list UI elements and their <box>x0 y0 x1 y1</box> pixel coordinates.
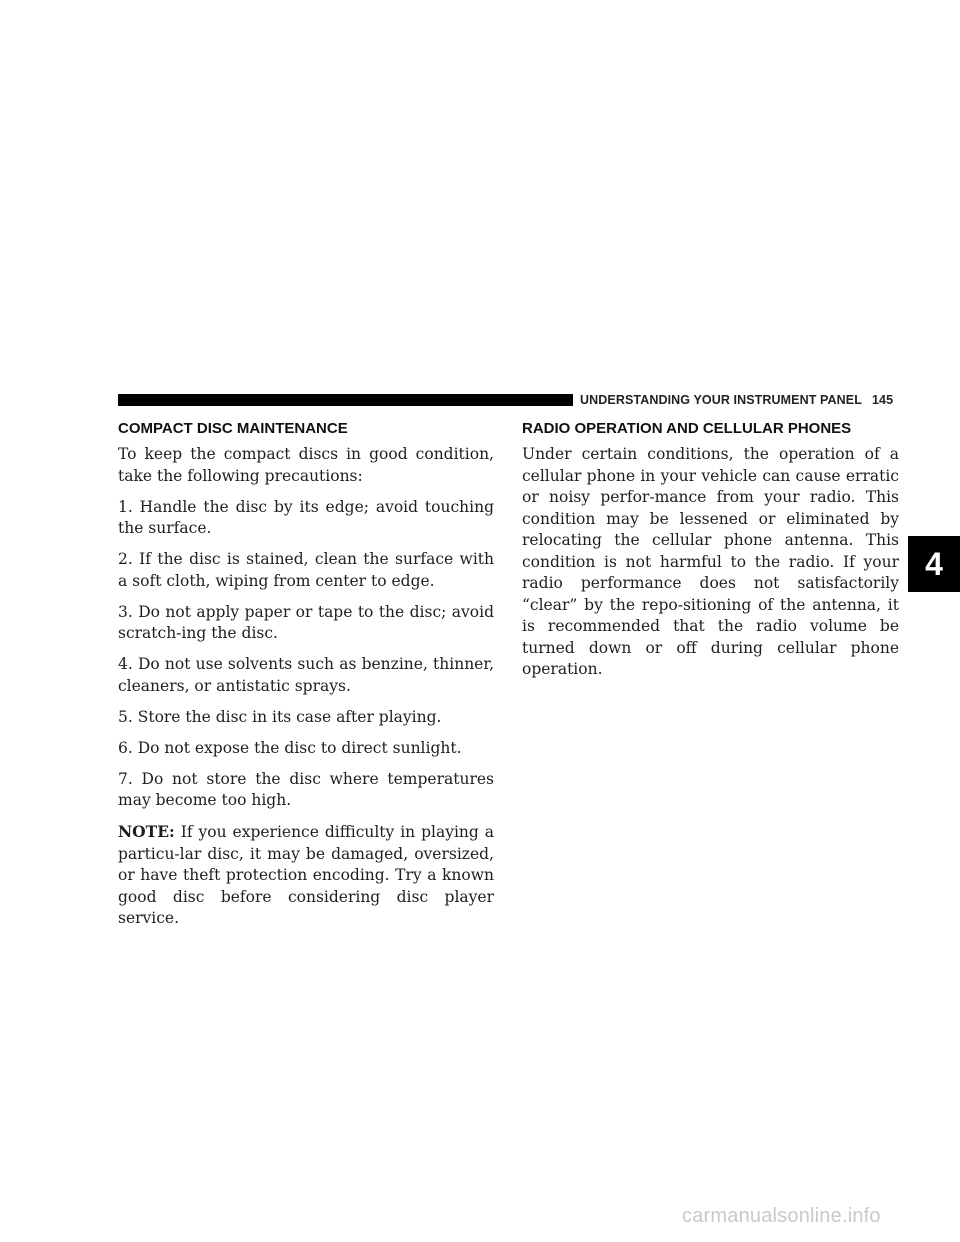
note-label: NOTE: <box>118 822 175 841</box>
watermark: carmanualsonline.info <box>682 1205 881 1227</box>
note-paragraph <box>118 821 494 930</box>
section-title: UNDERSTANDING YOUR INSTRUMENT PANEL <box>580 393 862 407</box>
radio-cellular-heading: RADIO OPERATION AND CELLULAR PHONES <box>522 420 852 437</box>
note-text: If you experience difficulty in playing a particu-lar disc, it may be damaged, oversized, or have theft protection encoding. Try a known good disc before considering disc player service. <box>118 823 494 927</box>
running-header <box>580 393 893 407</box>
left-column <box>118 420 494 939</box>
precaution-item-2: 2. If the disc is stained, clean the surface with a soft cloth, wiping from center to edge. <box>118 550 494 590</box>
precaution-item-4: 4. Do not use solvents such as benzine, thinner, cleaners, or antistatic sprays. <box>118 655 494 695</box>
precaution-item-6: 6. Do not expose the disc to direct sunlight. <box>118 738 462 757</box>
precaution-item-5: 5. Store the disc in its case after playing. <box>118 707 442 726</box>
precaution-item-7: 7. Do not store the disc where temperatures may become too high. <box>118 769 494 809</box>
compact-disc-heading: COMPACT DISC MAINTENANCE <box>118 420 348 437</box>
radio-cellular-paragraph: Under certain conditions, the operation of a cellular phone in your vehicle can cause erratic or noisy perfor-mance from your radio. This condition may be lessened or eliminated by relocating the cellular phone antenna. This condition is not harmful to the radio. If your radio performance does not satisfactorily “clear” by the repo-sitioning of the antenna, it is recommended that the radio volume be turned down or off during cellular phone operation. <box>522 445 899 678</box>
precaution-item-1: 1. Handle the disc by its edge; avoid touching the surface. <box>118 497 494 537</box>
page-number: 145 <box>871 393 894 407</box>
right-column <box>522 420 899 690</box>
precaution-item-3: 3. Do not apply paper or tape to the disc; avoid scratch-ing the disc. <box>118 602 494 642</box>
intro-paragraph: To keep the compact discs in good condition, take the following precautions: <box>118 445 494 485</box>
chapter-tab: 4 <box>908 536 960 592</box>
header-rule <box>118 394 573 406</box>
